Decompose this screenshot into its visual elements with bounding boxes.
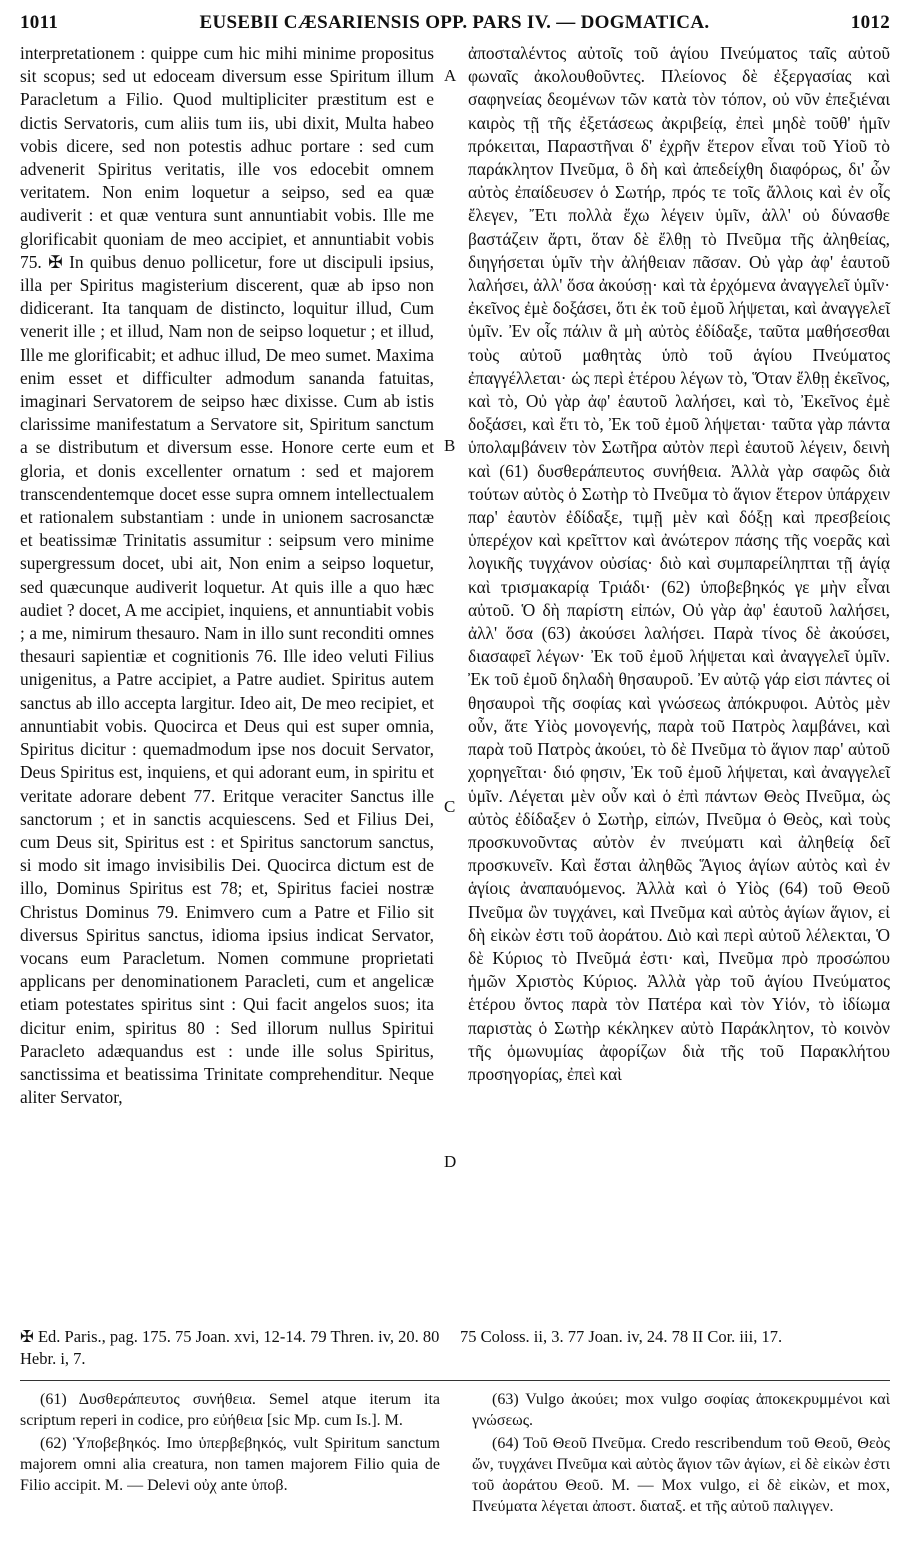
- note-63: (63) Vulgo ἀκούει; mox vulgo σοφίας ἀποκεκρυμμένοι καὶ γνώσεως.: [472, 1391, 890, 1429]
- marker-d: D: [444, 1152, 457, 1171]
- greek-column: [464, 42, 890, 1322]
- text-columns: [20, 42, 890, 1322]
- references-left: ✠ Ed. Paris., pag. 175. 75 Joan. xvi, 12-14. 79 Thren. iv, 20. 80 Hebr. i, 7.: [20, 1327, 440, 1368]
- marker-b: B: [444, 436, 456, 455]
- note-64: (64) Τοῦ Θεοῦ Πνεῦμα. Credo rescribendum τοῦ Θεοῦ, Θεὸς ὤν, τυγχάνει Πνεῦμα καὶ αὐτὸς ἅγιον τῶν ἁγίων, εἰ δὲ εἰκὼν ἐστι τοῦ ἀοράτου Θεοῦ. M. — Mox vulgo, εἰ δὲ εἰκὼν, et mox, Πνεύματα λέγεται ἀποστ. διαταξ. et τῆς αὐτοῦ παλιγγεν.: [472, 1435, 891, 1515]
- marker-c: C: [444, 797, 456, 816]
- note-61: (61) Δυσθεράπευτος συνήθεια. Semel atque iterum ita scriptum reperi in codice, pro εὐήθεια [sic Mp. cum Is.]. M.: [20, 1391, 440, 1429]
- page-header: [20, 12, 890, 42]
- page-number-left: 1011: [20, 12, 59, 33]
- latin-column: [20, 42, 440, 1322]
- greek-text: ἀποσταλέντος αὐτοῖς τοῦ ἁγίου Πνεύματος ταῖς αὐτοῦ φωναῖς ἀκολουθοῦντες. Πλείονος δὲ ἐξεργασίας καὶ σαφηνείας δεομένων τῶν κατὰ τὸν τόπον, οὐ νῦν ἐπεξιέναι καιρὸς τῇ τῆς ἐξετάσεως ἀκριβείᾳ, ἐπεὶ μηδὲ τοῦθ' ἡμῖν πρόκειται, Παραστῆναι δ' ἐχρῆν ἕτερον εἶναι τοῦ Υἱοῦ τὸ παράκλητον Πνεῦμα, ὃ δὴ καὶ ἀπεδείχθη διαφόρως, δι' ὧν αὐτὸς ἐπαίδευσεν ὁ Σωτήρ, πρός τε τοῖς ἄλλοις καὶ ἐν οἷς ἔλεγεν, Ἔτι πολλὰ ἔχω λέγειν ὑμῖν, ἀλλ' οὐ δύνασθε βαστάζειν ἄρτι, ὅταν δὲ ἔλθῃ τὸ Πνεῦμα τῆς ἀληθείας, διηγήσεται ὑμῖν τὴν ἀλήθειαν πᾶσαν. Οὐ γὰρ ἀφ' ἑαυτοῦ λαλήσει, ἀλλ' ὅσα ἀκούσῃ· καὶ τὰ ἐρχόμενα ἀναγγελεῖ ὑμῖν· ἐκεῖνος ἐμὲ δοξάσει, ὅτι ἐκ τοῦ ἐμοῦ λήψεται, καὶ ἀναγγελεῖ ὑμῖν. Ἐν οἷς πάλιν ἃ μὴ αὐτὸς ἐδίδαξε, ταῦτα μαθήσεσθαι τοὺς αὐτοῦ μαθητὰς ὑπὸ τοῦ ἁγίου Πνεύματος ἐπαγγέλλεται· ὡς περὶ ἑτέρου λέγων τὸ, Ὅταν ἔλθῃ ἐκεῖνος, καὶ τὸ, Οὐ γὰρ ἀφ' ἑαυτοῦ λαλήσει, καὶ τὸ, Ἐκεῖνος ἐμὲ δοξάσει, καὶ ἔτι τὸ, Ἐκ τοῦ ἐμοῦ λήψεται· ταῦτα γὰρ πάντα ὑπολαμβάνειν τὸν Σωτῆρα αὐτὸν περὶ ἑαυτοῦ λέγειν, δεινὴ καὶ (61) δυσθεράπευτος συνήθεια. Ἀλλὰ γὰρ σαφῶς διὰ τούτων αὐτὸς ὁ Σωτὴρ τὸ Πνεῦμα τὸ ἅγιον ἕτερον ὑπάρχειν παρ' ἑαυτὸν ἐδίδαξε, τιμῇ μὲν καὶ δόξῃ καὶ πρεσβείοις ὑπερέχον καὶ κρεῖττον καὶ ἀνώτερον πάσης τῆς νοερᾶς καὶ λογικῆς τυγχάνον οὐσίας· διὸ καὶ συμπαρείληπται τῇ ἁγίᾳ καὶ τρισμακαρίᾳ Τριάδι· (62) ὑποβεβηκός γε μὴν εἶναι αὐτοῦ. Ὁ δὴ παρίστη εἰπών, Οὐ γὰρ ἀφ' ἑαυτοῦ λαλήσει, ἀλλ' ὅσα (63) ἀκούσει λαλήσει. Παρὰ τίνος δὲ ἀκούσει, διασαφεῖ λέγων· Ἐκ τοῦ ἐμοῦ λήψεται καὶ ἀναγγελεῖ ὑμῖν. Ἐκ τοῦ ἐμοῦ δηλαδὴ θησαυροῦ. Ἐν αὐτῷ γάρ εἰσι πάντες οἱ θησαυροὶ τῆς σοφίας καὶ γνώσεως ἀπόκρυφοι. Αὐτὸς μὲν οὖν, ἅτε Υἱὸς μονογενής, παρὰ τοῦ Πατρὸς λαμβάνει, καὶ παρὰ τοῦ Πατρὸς ἀκούει, τὸ δὲ Πνεῦμα τὸ ἅγιον παρ' αὐτοῦ χορηγεῖται· διό φησιν, Ἐκ τοῦ ἐμοῦ λήψεται, καὶ ἀναγγελεῖ ὑμῖν. Λέγεται μὲν οὖν καὶ ὁ ἐπὶ πάντων Θεὸς Πνεῦμα, ὡς αὐτὸς ἐδίδαξεν ὁ Σωτὴρ, εἰπών, Πνεῦμα ὁ Θεὸς, καὶ τοὺς προσκυνοῦντας αὐτὸν ἐν πνεύματι καὶ ἀληθείᾳ δεῖ προσκυνεῖν. Καὶ ἔσται ἀληθῶς Ἅγιος ἁγίων αὐτὸς καὶ ἐν ἁγίοις ἀναπαυόμενος. Ἀλλὰ καὶ ὁ Υἱὸς (64) τοῦ Θεοῦ Πνεῦμα ὢν τυγχάνει, καὶ Πνεῦμα καὶ αὐτὸς ἁγίων ἅγιον, εἰ δὴ εἰκὼν ἐστι τοῦ ἀοράτου. Διὸ καὶ περὶ αὐτοῦ λέλεκται, Ὁ δὲ Κύριος τὸ Πνεῦμά ἐστι· καὶ, Πνεῦμα πρὸ προσώπου ἡμῶν Χριστὸς Κύριος. Ἀλλὰ γὰρ τοῦ ἁγίου Πνεύματος ἑτέρου ὄντος παρὰ τὸν Πατέρα καὶ τὸν Υἱόν, τὸ ἰδίωμα παριστὰς ὁ Σωτὴρ κέκληκεν αὐτὸ Παράκλητον, τὸ κοινὸν τῆς ὁμωνυμίας ἀφορίζων διὰ τῆς τοῦ Παρακλήτου προσηγορίας, ἐπεὶ καὶ: [468, 43, 890, 1084]
- notes-right: [460, 1389, 890, 1519]
- references-right: 75 Coloss. ii, 3. 77 Joan. iv, 24. 78 II Cor. iii, 17.: [460, 1327, 783, 1346]
- latin-text: interpretationem : quippe cum hic mihi minime propositus sit scopus; sed ut edoceam diversum esse Spiritum illum Paracletum a Filio. Quod multipliciter præstitum est e dictis Servatoris, cum aliis tum iis, ubi dixit, Multa habeo vobis dicere, sed non potestis adhuc portare : sed cum advenerit Spiritus veritatis, ille vos edocebit omnem veritatem. Non enim loquetur a seipso, sed ea quæ audiverit : et quæ ventura sunt annuntiabit vobis. Ille me glorificabit quoniam de meo accipiet, et annuntiabit vobis 75. ✠ In quibus denuo pollicetur, fore ut discipuli ipsius, illa per Spiritus magisterium discerent, quæ ab ipso non didicerant. Ita tanquam de distincto, loquitur illud, Cum venerit ille ; et illud, Nam non de seipso loquetur ; et illud, Ille me glorificabit; et adhuc illud, De meo sumet. Maxima enim esset et difficulter admodum sananda fatuitas, imaginari Servatorem de seipso hæc dixisse. Cum ab istis clarissime manifestatum a Servatore sit, Spiritum sanctum a se distributum et diversum esse. Honore certe eum et gloria, et donis excellenter ornatum : sed et majorem transcendentemque docet esse supra omnem intellectualem et rationalem substantiam : unde in unionem sacrosanctæ et beatissimæ Trinitatis assumitur : seipsum vero minime supergressum docet, ubi ait, Non enim a seipso loquetur, sed quæcunque audiverit loquetur. At quis ille a quo hæc audiet ? docet, A me accipiet, inquiens, et annuntiabit vobis ; a me, nimirum thesauro. Nam in illo sunt reconditi omnes thesauri sapientiæ et cognitionis 76. Ille ideo veluti Filius unigenitus, a Patre accipiet, a Patre audiet. Spiritus autem sanctus ab illo accepta largitur. Ideo ait, De meo recipiet, et annuntiabit vobis. Quocirca et Deus qui est super omnia, Spiritus dicitur : quemadmodum ipse nos docuit Servator, Deus Spiritus est, inquiens, et qui adorant eum, in spiritu et veritate adorare debent 77. Eritque veraciter Sanctus ille sanctorum ; et in sanctis acquiescens. Sed et Filius Dei, cum Deus sit, Spiritus est : et Spiritus sanctorum sanctus, si modo sit imago invisibilis Dei. Quocirca dictum est de illo, Dominus Spiritus est 78; et, Spiritus faciei nostræ Christus Dominus 79. Enimvero cum a Patre et Filio sit diversus Spiritus sanctus, idioma ipsius indicat Servator, vocans eum Paracletum. Nomen commune proprietati applicans per denominationem Paracleti, cum et angelicæ etiam potestates spiritus sint : Qui facit angelos suos; ita dicitur enim, spiritus 80 : Sed illorum nullus Spiritui Paracleto adæquandus est : unde ille solus Spiritus, sanctissima et beatissima Trinitate comprehenditur. Neque aliter Servator,: [20, 43, 434, 1108]
- editorial-notes: [20, 1389, 890, 1519]
- scripture-references: [20, 1326, 890, 1370]
- page-number-right: 1012: [850, 12, 890, 33]
- column-markers: [440, 42, 464, 1322]
- running-title: EUSEBII CÆSARIENSIS OPP. PARS IV. — DOGMATICA.: [199, 12, 710, 33]
- marker-a: A: [444, 66, 457, 85]
- notes-left: [20, 1389, 460, 1519]
- note-62: (62) Ὑποβεβηκός. Imo ὑπερβεβηκός, vult Spiritum sanctum majorem omni alia creatura, non tamen majorem Filio quia de Filio accipit. M. — Delevi οὐχ ante ὑποβ.: [20, 1435, 440, 1494]
- footnote-divider: [20, 1380, 890, 1381]
